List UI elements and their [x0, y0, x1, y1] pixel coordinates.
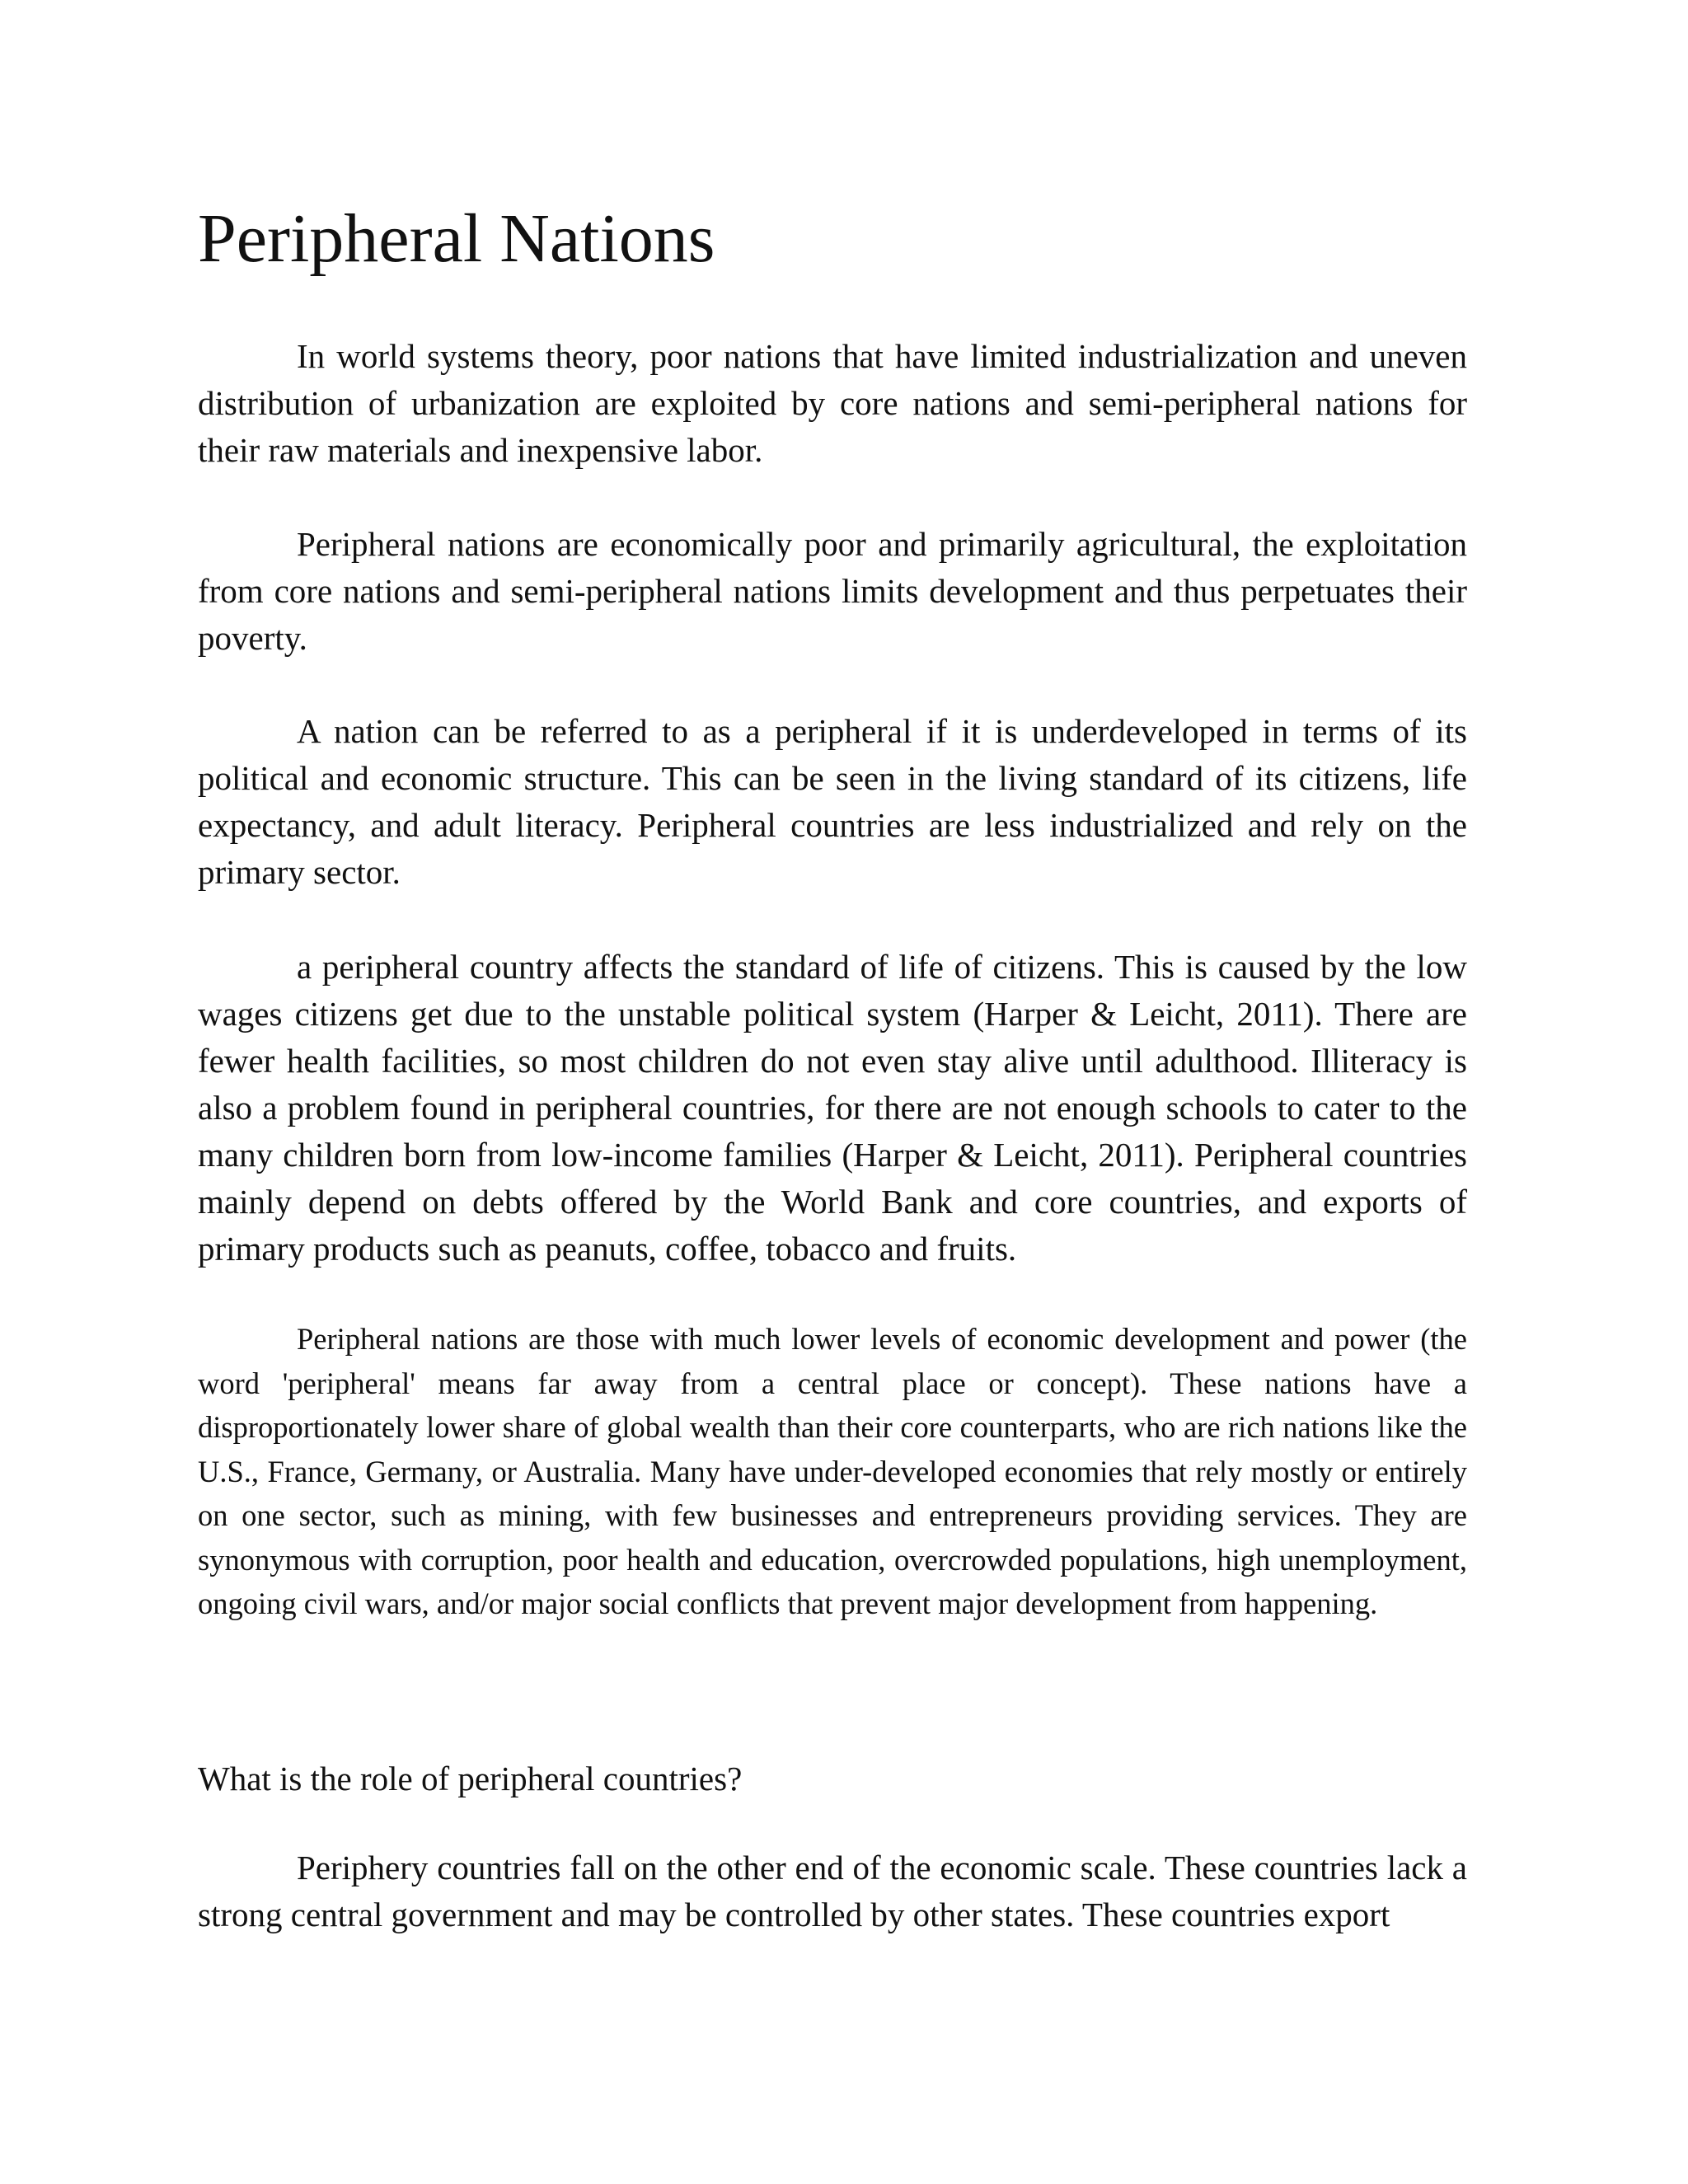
document-title: Peripheral Nations	[198, 200, 715, 277]
paragraph-world-systems: In world systems theory, poor nations that have limited industrialization and uneven distribution of urbanization are exploited by core nations and semi-peripheral nations for their raw materials and inexpensive labor.	[198, 337, 1467, 469]
paragraph-periphery-role: Periphery countries fall on the other end of the economic scale. These countries lack a strong central government and may be controlled by other states. These countries export	[198, 1849, 1467, 1933]
paragraph-economic-poverty: Peripheral nations are economically poor and primarily agricultural, the exploitation from core nations and semi-peripheral nations limits development and thus perpetuates their poverty.	[198, 525, 1467, 657]
paragraph-development-levels: Peripheral nations are those with much lower levels of economic development and power (the word 'peripheral' means far away from a central place or concept). These nations have a disproportionately lower share of global wealth than their core counterparts, who are rich nations like the U.S., France, Germany, or Australia. Many have under-developed economies that rely mostly or entirely on one sector, such as mining, with few businesses and entrepreneurs providing services. They are synonymous with corruption, poor health and education, overcrowded populations, high unemployment, ongoing civil wars, and/or major social conflicts that prevent major development from happening.	[198, 1322, 1467, 1620]
paragraph-definition: A nation can be referred to as a peripheral if it is underdeveloped in terms of its political and economic structure. This can be seen in the living standard of its citizens, life expectancy, and adult literacy. Peripheral countries are less industrialized and rely on the primary sector.	[198, 712, 1467, 891]
paragraph-standard-of-life: a peripheral country affects the standard of life of citizens. This is caused by the low wages citizens get due to the unstable political system (Harper & Leicht, 2011). There are fewer health facilities, so most children do not even stay alive until adulthood. Illiteracy is also a problem found in peripheral countries, for there are not enough schools to cater to the many children born from low-income families (Harper & Leicht, 2011). Peripheral countries mainly depend on debts offered by the World Bank and core countries, and exports of primary products such as peanuts, coffee, tobacco and fruits.	[198, 948, 1467, 1268]
section-subheading: What is the role of peripheral countries?	[198, 1760, 743, 1797]
